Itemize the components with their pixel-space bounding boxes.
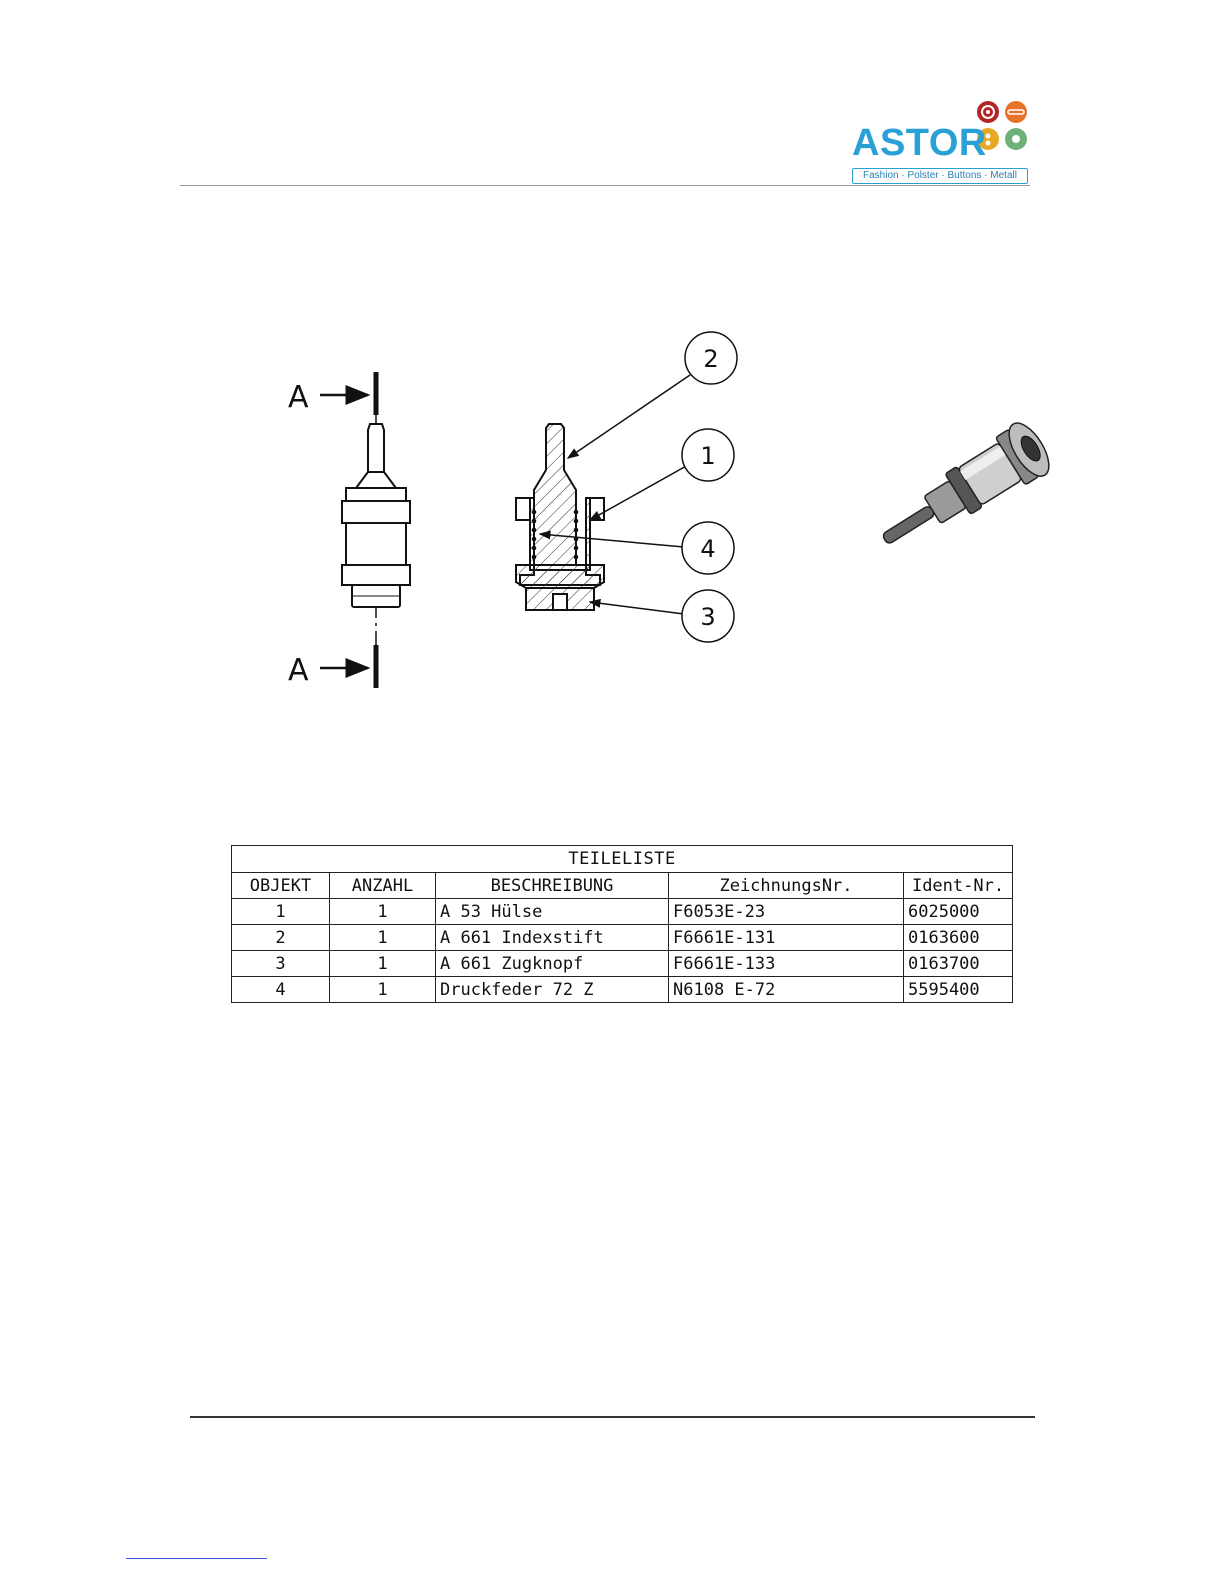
cell-zeichnungsnr: F6661E-133 [669,951,904,977]
parts-list-title: TEILELISTE [232,846,1013,873]
astor-logo [848,96,1034,188]
balloon-2 [685,332,737,384]
balloon-4 [682,522,734,574]
table-row [232,951,1013,977]
col-header-beschreibung: BESCHREIBUNG [436,873,669,899]
cell-anzahl: 1 [330,977,436,1003]
svg-text:3: 3 [700,603,716,631]
svg-text:4: 4 [700,535,716,563]
section-view [516,424,604,610]
cell-ident-nr: 0163700 [904,951,1013,977]
header-divider [180,185,1030,186]
balloon-3 [682,590,734,642]
cell-objekt: 2 [232,925,330,951]
cell-anzahl: 1 [330,925,436,951]
logo-tagline: Fashion · Polster · Buttons · Metall [852,168,1028,184]
cell-beschreibung: A 661 Zugknopf [436,951,669,977]
balloon-1 [682,429,734,481]
cell-beschreibung: Druckfeder 72 Z [436,977,669,1003]
cell-anzahl: 1 [330,951,436,977]
section-label-bottom: A [288,653,309,688]
cell-ident-nr: 5595400 [904,977,1013,1003]
cell-objekt: 4 [232,977,330,1003]
cell-zeichnungsnr: F6053E-23 [669,899,904,925]
cell-anzahl: 1 [330,899,436,925]
parts-list-table [231,845,1013,1003]
logo-wordmark: ASTOR [852,122,987,164]
cell-ident-nr: 6025000 [904,899,1013,925]
technical-drawing [250,320,1050,710]
col-header-objekt: OBJEKT [232,873,330,899]
svg-text:2: 2 [703,345,719,373]
footer-divider [190,1416,1035,1418]
col-header-zeichnungsnr: ZeichnungsNr. [669,873,904,899]
table-row [232,925,1013,951]
section-label-top: A [288,380,309,415]
cell-ident-nr: 0163600 [904,925,1013,951]
cell-zeichnungsnr: F6661E-131 [669,925,904,951]
table-title-row [232,846,1013,873]
table-header-row [232,873,1013,899]
table-row [232,899,1013,925]
cell-beschreibung: A 53 Hülse [436,899,669,925]
cell-beschreibung: A 661 Indexstift [436,925,669,951]
col-header-anzahl: ANZAHL [330,873,436,899]
svg-text:1: 1 [700,442,716,470]
part-3d-render [869,417,1050,565]
col-header-ident-nr: Ident-Nr. [904,873,1013,899]
side-view [288,372,410,688]
footer-link-underline[interactable] [126,1558,267,1559]
cell-objekt: 3 [232,951,330,977]
cell-zeichnungsnr: N6108 E-72 [669,977,904,1003]
cell-objekt: 1 [232,899,330,925]
table-row [232,977,1013,1003]
